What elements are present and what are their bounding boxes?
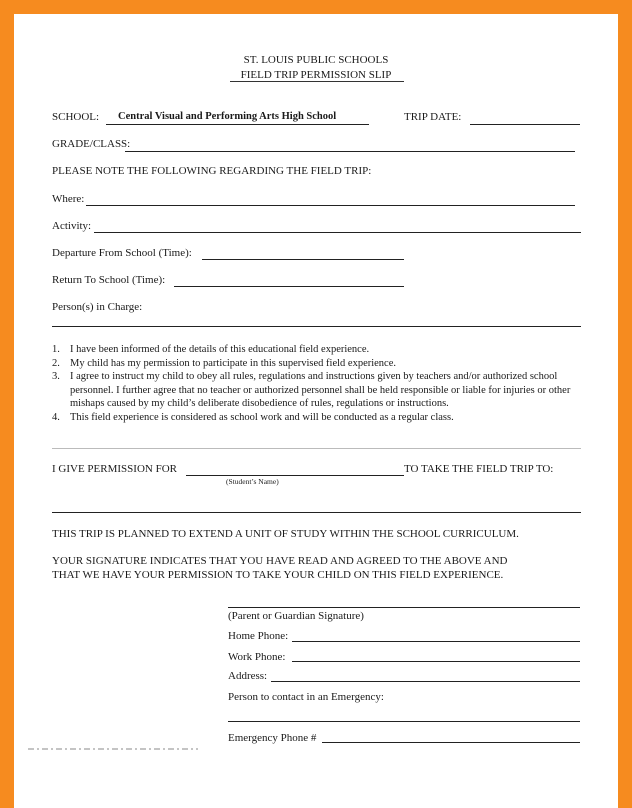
form-title-underline	[230, 81, 404, 82]
list-item-number: 2.	[52, 357, 60, 369]
guardian-signature-field[interactable]	[228, 607, 580, 608]
where-field[interactable]	[86, 205, 575, 206]
list-item-text: My child has my permission to participate in this supervised field experience.	[70, 357, 397, 369]
emergency-contact-field[interactable]	[228, 721, 580, 722]
agreement-list	[52, 343, 582, 424]
departure-label: Departure From School (Time):	[52, 247, 192, 259]
where-label: Where:	[52, 193, 85, 205]
section-divider	[52, 448, 581, 449]
work-phone-field[interactable]	[292, 661, 580, 662]
signature-statement-line2: THAT WE HAVE YOUR PERMISSION TO TAKE YOUR CHILD ON THIS FIELD EXPERIENCE.	[52, 569, 504, 581]
take-trip-label: TO TAKE THE FIELD TRIP TO:	[404, 463, 554, 475]
return-field[interactable]	[174, 286, 404, 287]
persons-in-charge-field[interactable]	[52, 326, 581, 327]
home-phone-field[interactable]	[292, 641, 580, 642]
list-item-number: 1.	[52, 344, 60, 355]
student-name-caption: (Student’s Name)	[226, 477, 279, 486]
form-code-mark	[28, 746, 198, 754]
list-item-text: I have been informed of the details of this educational field experience.	[70, 344, 370, 355]
school-field[interactable]	[106, 124, 369, 125]
list-item-number: 3.	[52, 371, 60, 382]
return-label: Return To School (Time):	[52, 274, 166, 286]
grade-class-field[interactable]	[125, 151, 575, 152]
persons-in-charge-label: Person(s) in Charge:	[52, 301, 143, 313]
school-label: SCHOOL:	[52, 111, 100, 123]
activity-field[interactable]	[94, 232, 581, 233]
activity-label: Activity:	[52, 220, 92, 232]
trip-date-field[interactable]	[470, 124, 580, 125]
list-item-text: I agree to instruct my child to obey all rules, regulations and instructions given by teachers and/or authorized school personnel. I further agree that no teacher or authorized personnel shall be held responsible or liable for injuries or other mishaps caused by my child’s deliberate disobedience of rules, regulations or instructions.	[70, 371, 571, 409]
grade-class-label: GRADE/CLASS:	[52, 138, 131, 150]
permission-slip-page	[14, 14, 618, 808]
list-item	[52, 357, 582, 371]
signature-statement-line1: YOUR SIGNATURE INDICATES THAT YOU HAVE READ AND AGREED TO THE ABOVE AND	[52, 555, 508, 567]
home-phone-label: Home Phone:	[228, 630, 289, 642]
list-item-text: This field experience is considered as school work and will be conducted as a regular class.	[70, 411, 454, 423]
emergency-phone-label: Emergency Phone #	[228, 732, 317, 744]
destination-field[interactable]	[52, 512, 581, 513]
give-permission-label: I GIVE PERMISSION FOR	[52, 463, 177, 475]
school-value: Central Visual and Performing Arts High School	[118, 111, 337, 122]
list-item	[52, 370, 582, 411]
form-code-scribble	[28, 746, 198, 752]
address-field[interactable]	[271, 681, 580, 682]
trip-note-heading: PLEASE NOTE THE FOLLOWING REGARDING THE FIELD TRIP:	[52, 165, 372, 177]
list-item	[52, 343, 582, 357]
emergency-contact-label: Person to contact in an Emergency:	[228, 691, 384, 703]
curriculum-statement: THIS TRIP IS PLANNED TO EXTEND A UNIT OF STUDY WITHIN THE SCHOOL CURRICULUM.	[52, 528, 519, 540]
emergency-phone-field[interactable]	[322, 742, 580, 743]
district-title: ST. LOUIS PUBLIC SCHOOLS	[243, 54, 389, 66]
guardian-signature-caption: (Parent or Guardian Signature)	[228, 610, 364, 622]
work-phone-label: Work Phone:	[228, 651, 286, 663]
address-label: Address:	[228, 670, 268, 682]
departure-field[interactable]	[202, 259, 404, 260]
list-item-number: 4.	[52, 411, 60, 423]
student-name-field[interactable]	[186, 475, 404, 476]
trip-date-label: TRIP DATE:	[404, 111, 462, 123]
list-item	[52, 411, 582, 425]
form-title: FIELD TRIP PERMISSION SLIP	[240, 69, 392, 81]
